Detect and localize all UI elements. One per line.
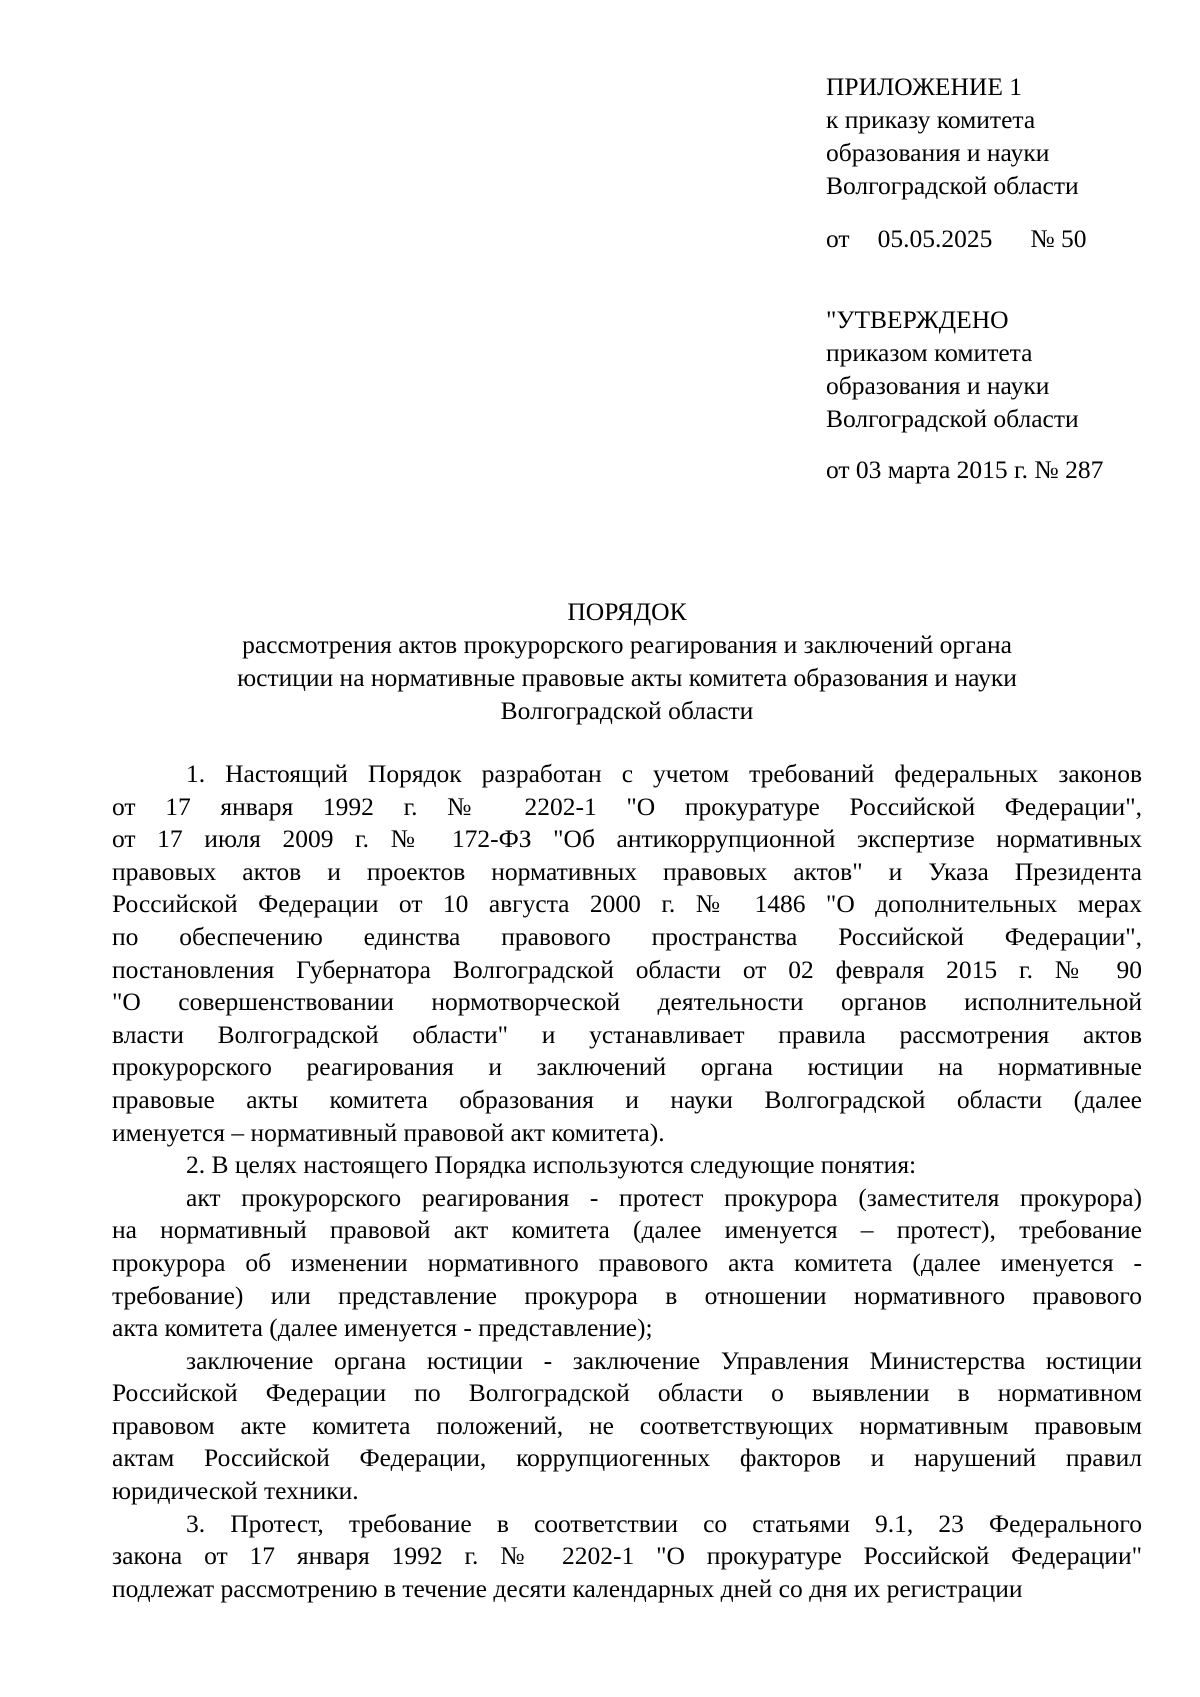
approved-line: образования и науки [826, 371, 1050, 400]
approval-stamp-block [826, 303, 1166, 486]
paragraph-line: актам Российской Федерации, коррупциогенных факторов и нарушений правил [112, 1443, 1142, 1473]
paragraph-line: на нормативный правовой акт комитета (далее именуется – протест), требование [112, 1215, 1142, 1245]
subtitle-line: Волгоградской области [500, 696, 754, 725]
paragraph-line: власти Волгоградской области" и устанавливает правила рассмотрения актов [112, 1019, 1142, 1049]
approved-line: приказом комитета [826, 338, 1033, 367]
paragraph-line: от 17 июля 2009 г. № 172-ФЗ "Об антикоррупционной экспертизе нормативных [112, 824, 1142, 854]
approved-line: Волгоградской области [826, 404, 1079, 433]
paragraph-line: требование) или представление прокурора в отношении нормативного правового [112, 1280, 1142, 1310]
subtitle-line: рассмотрения актов прокурорского реагирования и заключений органа [242, 630, 1012, 659]
order-number: № 50 [1030, 224, 1087, 253]
paragraph-line: Российской Федерации по Волгоградской области о выявлении в нормативном [112, 1378, 1142, 1408]
approved-heading: "УТВЕРЖДЕНО [826, 305, 1009, 334]
paragraph [112, 758, 1142, 1149]
paragraph-line: правовом акте комитета положений, не соответствующих нормативным правовым [112, 1410, 1142, 1440]
document-title: ПОРЯДОК [567, 597, 687, 626]
order-prefix: от [826, 224, 850, 253]
paragraph-line: "О совершенствовании нормотворческой деятельности органов исполнительной [112, 987, 1142, 1017]
paragraph-line: постановления Губернатора Волгоградской области от 02 февраля 2015 г. № 90 [112, 954, 1142, 984]
order-reference [826, 222, 1166, 255]
attachment-heading: ПРИЛОЖЕНИЕ 1 [826, 72, 1023, 101]
paragraph [112, 1149, 1142, 1182]
paragraph-line: правовых актов и проектов нормативных правовых актов" и Указа Президента [112, 856, 1142, 886]
subtitle-line: юстиции на нормативные правовые акты комитета образования и науки [237, 663, 1017, 692]
attachment-line: к приказу комитета [826, 105, 1036, 134]
attachment-line: образования и науки [826, 138, 1050, 167]
paragraph-line: акта комитета (далее именуется - представление); [112, 1313, 653, 1343]
paragraph-line: 3. Протест, требование в соответствии со статьями 9.1, 23 Федерального [186, 1508, 1142, 1538]
paragraph-line: прокурора об изменении нормативного правового акта комитета (далее именуется - [112, 1247, 1142, 1277]
paragraph [112, 1182, 1142, 1345]
paragraph-line: заключение органа юстиции - заключение Управления Министерства юстиции [186, 1345, 1142, 1375]
document-body [112, 758, 1142, 1605]
attachment-line: Волгоградской области [826, 171, 1079, 200]
paragraph-line: юридической техники. [112, 1476, 359, 1506]
paragraph-line: закона от 17 января 1992 г. № 2202-1 "О прокуратуре Российской Федерации" [112, 1541, 1142, 1571]
document-subtitle [112, 628, 1142, 727]
attachment-block [826, 70, 1166, 255]
paragraph-line: по обеспечению единства правового пространства Российской Федерации", [112, 921, 1142, 951]
paragraph-line: Российской Федерации от 10 августа 2000 г. № 1486 "О дополнительных мерах [112, 889, 1142, 919]
paragraph-line: акт прокурорского реагирования - протест прокурора (заместителя прокурора) [186, 1182, 1142, 1212]
paragraph-line: 1. Настоящий Порядок разработан с учетом требований федеральных законов [186, 759, 1142, 788]
paragraph-line: от 17 января 1992 г. № 2202-1 "О прокуратуре Российской Федерации", [112, 791, 1142, 821]
paragraph-line: правовые акты комитета образования и науки Волгоградской области (далее [112, 1084, 1142, 1114]
paragraph [112, 1345, 1142, 1508]
paragraph-line: именуется – нормативный правовой акт комитета). [112, 1117, 665, 1147]
paragraph-line: подлежат рассмотрению в течение десяти календарных дней со дня их регистрации [112, 1573, 1023, 1603]
approved-date: от 03 марта 2015 г. № 287 [826, 455, 1104, 484]
paragraph-line: прокурорского реагирования и заключений органа юстиции на нормативные [112, 1052, 1142, 1082]
paragraph-line: 2. В целях настоящего Порядка используются следующие понятия: [186, 1150, 917, 1180]
paragraph [112, 1508, 1142, 1606]
order-date: 05.05.2025 [877, 224, 993, 253]
